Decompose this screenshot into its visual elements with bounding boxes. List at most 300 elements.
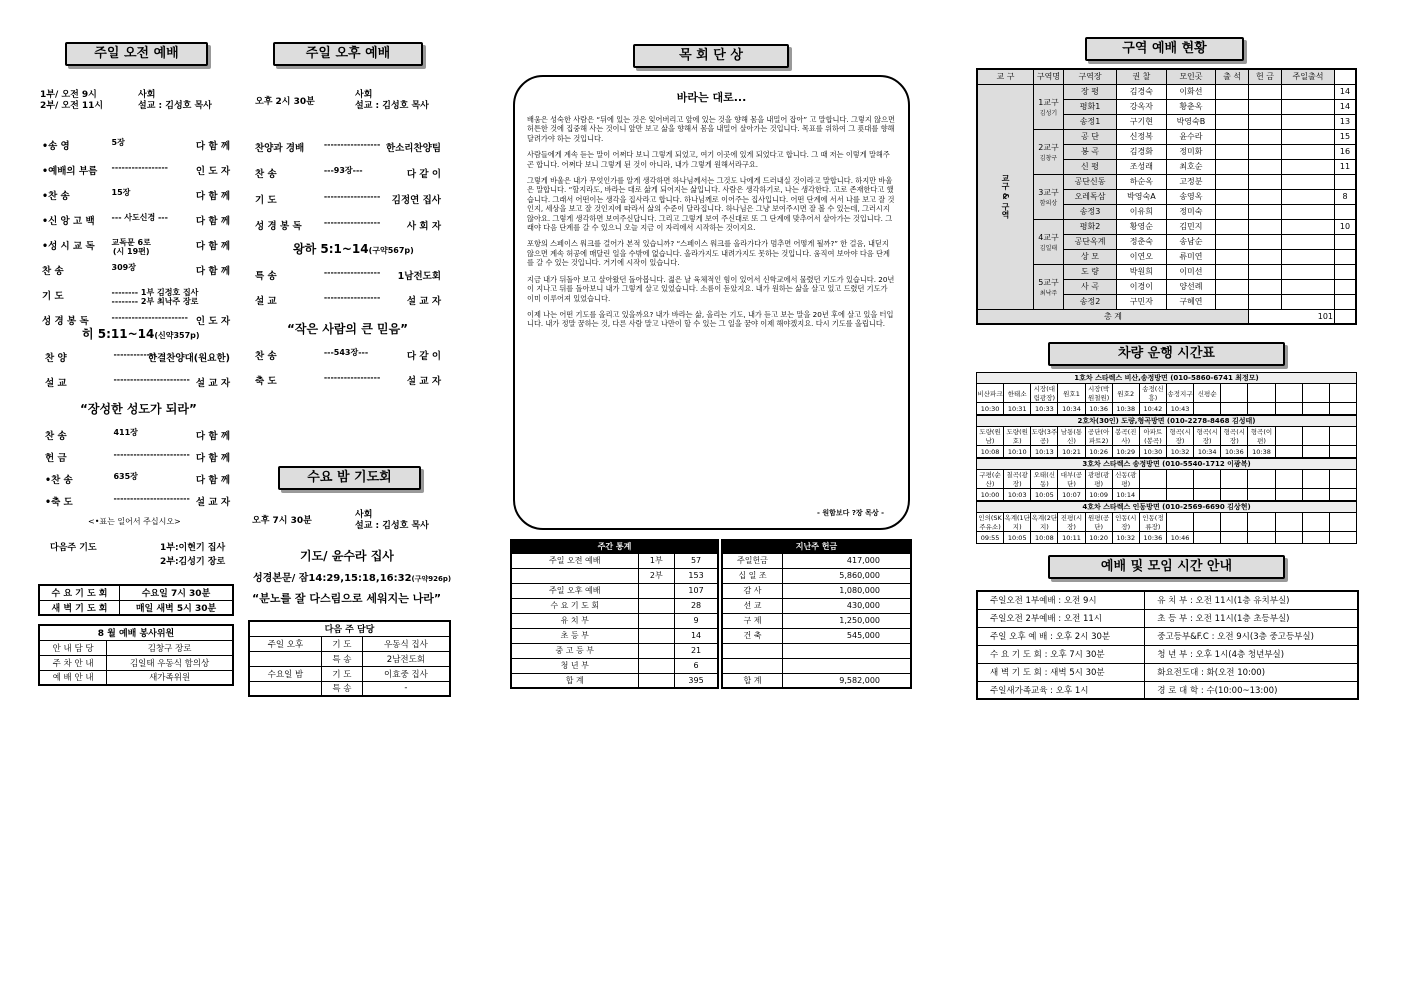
vehicle-time: 10:34	[1058, 403, 1085, 415]
order-item	[45, 450, 230, 470]
district-cell: 사 곡	[1064, 279, 1117, 294]
offering-cell: 417,000	[782, 553, 911, 568]
offering-row	[722, 628, 911, 643]
offering-cell: 9,582,000	[782, 673, 911, 688]
next-prayer-2: 2부:김성기 장로	[160, 557, 226, 567]
district-cell: 황춘옥	[1166, 99, 1216, 114]
duty-cell	[249, 681, 321, 696]
order-item-name: 설 교	[255, 296, 277, 307]
vehicle-time	[1194, 532, 1221, 544]
vehicle-stop: 시장(박원철원)	[1085, 384, 1112, 403]
district-cell: 10	[1335, 219, 1356, 234]
stats-row	[511, 583, 718, 598]
wednesday-reading-text: 성경본문/ 잠14:29,15:18,16:32	[253, 573, 412, 584]
offering-row	[722, 553, 911, 568]
vehicle-stop: 원평(공단)	[1085, 513, 1112, 532]
district-total-row	[977, 309, 1356, 324]
district-cell: 상 모	[1064, 249, 1117, 264]
next-prayer-1: 1부:이현기 집사	[160, 543, 226, 553]
district-cell	[1281, 144, 1334, 159]
vehicle-stop: 칠곡(광장)	[1004, 470, 1031, 489]
wednesday-sermon: “분노를 잘 다스림으로 세워지는 나라”	[252, 592, 442, 605]
district-cell: 공단신동	[1064, 174, 1117, 189]
stats-row	[511, 613, 718, 628]
district-cell: 장 평	[1064, 84, 1117, 99]
order-item	[255, 268, 441, 288]
vehicle-stop: 비산파크	[977, 384, 1004, 403]
wednesday-reading-ref: (구약926p)	[411, 575, 452, 583]
order-item-detail: -------------	[113, 350, 157, 359]
district-cell	[1249, 264, 1282, 279]
vehicle-time	[1302, 532, 1329, 544]
district-cell: 구기현	[1117, 114, 1167, 129]
district-header-cell: 교 구	[977, 69, 1034, 84]
offering-cell: 선 교	[722, 598, 782, 613]
order-item-name: 찬 송	[42, 266, 64, 277]
vehicle-times-row	[977, 489, 1357, 501]
vehicle-stop: 남통(통신)	[1058, 427, 1085, 446]
stats-cell: 9	[675, 613, 718, 628]
vehicle-stop	[1221, 470, 1248, 489]
district-cell: 구혜연	[1166, 294, 1216, 309]
district-cell	[1281, 294, 1334, 309]
offering-row	[722, 643, 911, 658]
vehicle-title-row	[977, 502, 1357, 513]
morning-scripture-text: 히 5:11~14	[82, 327, 155, 341]
volunteer-row	[39, 670, 233, 685]
order-item-person: 사 회 자	[406, 221, 441, 232]
guide-cell: 경 로 대 학 : 수(10:00~13:00)	[1145, 681, 1358, 699]
vehicle-time	[1275, 532, 1302, 544]
district-cell	[1216, 264, 1249, 279]
district-cell: 송정1	[1064, 114, 1117, 129]
stats-row	[511, 643, 718, 658]
vehicle-stop: 인의(SK주유소)	[978, 514, 1002, 531]
order-item	[255, 373, 441, 393]
vehicle-stop: 옥계(2단지)	[1031, 514, 1058, 531]
vehicle-stop: 원호2	[1112, 384, 1139, 403]
vehicle-header: 차량 운행 시간표	[1048, 342, 1285, 366]
guide-cell: 새 벽 기 도 회 : 새벽 5시 30분	[977, 663, 1145, 681]
vehicle-time	[1302, 446, 1329, 458]
vehicle-stop	[1329, 470, 1356, 489]
vehicle-time: 10:21	[1058, 446, 1085, 458]
offering-row	[722, 658, 911, 673]
order-item-name: •성 시 교 독	[42, 241, 95, 252]
offering-cell: 1,080,000	[782, 583, 911, 598]
vehicle-stop: 진평(시장)	[1058, 513, 1085, 532]
district-cell	[1249, 174, 1282, 189]
district-cell: 황영순	[1117, 219, 1167, 234]
district-cell	[1281, 189, 1334, 204]
stats-cell: 주일 오후 예배	[511, 583, 638, 598]
vehicle-stop	[1248, 384, 1275, 403]
offering-table	[721, 539, 912, 689]
guide-row	[977, 645, 1358, 663]
vehicle-title-row	[977, 459, 1357, 470]
prayer-cell: 새 벽 기 도 회	[39, 600, 120, 615]
next-duty-title: 다음 주 담당	[249, 621, 450, 636]
district-cell	[1281, 159, 1334, 174]
vehicle-stop: 형곡(시장)	[1194, 427, 1221, 446]
duty-row	[249, 666, 450, 681]
vehicle-time	[1329, 403, 1356, 415]
district-cell: 오레독삼	[1064, 189, 1117, 204]
wednesday-header: 수요 밤 기도회	[278, 466, 421, 490]
district-cell	[1216, 129, 1249, 144]
order-item	[45, 428, 230, 448]
next-prayer-label: 다음주 기도	[50, 543, 97, 553]
stats-cell: 107	[675, 583, 718, 598]
stats-title: 주간 통계	[511, 540, 718, 553]
order-item-name: 특 송	[255, 271, 277, 282]
vehicle-title-row	[977, 373, 1357, 384]
vehicle-time: 10:03	[1004, 489, 1031, 501]
vehicle-stop: 형곡(시장)	[1166, 427, 1193, 446]
vehicle-stop	[1194, 470, 1221, 489]
vehicle-time: 10:26	[1085, 446, 1112, 458]
order-item-detail: -----------------	[323, 373, 381, 382]
district-cell	[1216, 159, 1249, 174]
duty-cell: 수요일 밤	[249, 666, 321, 681]
vehicle-schedule	[976, 372, 1357, 544]
stats-cell: 153	[675, 568, 718, 583]
stats-cell: 주일 오전 예배	[511, 553, 638, 568]
vehicle-table	[976, 415, 1357, 458]
essay-paragraph: 포항의 스페이스 워크를 걸어가 본적 있습니까? “스페이스 워크를 올라가다가 멈추면 어떻게 될까?” 한 걸음, 내딛지 않으면 계속 허공에 매달린 일을 수밖에 없습니다. 올라가지도 내려가지도 못하는 것입니다. 움직여 보아야 다음 단계를 갈 수 있는 것입니다. 거기에 시작이 있습니다.	[527, 239, 890, 268]
vehicle-stop	[1166, 470, 1193, 489]
vehicle-stop: 송정지구	[1166, 384, 1193, 403]
order-item-name: •축 도	[45, 497, 73, 508]
volunteer-row	[39, 640, 233, 655]
prayer-row	[39, 600, 233, 615]
duty-cell: 2남전도회	[362, 651, 450, 666]
district-cell	[1249, 294, 1282, 309]
vehicle-time: 10:14	[1112, 489, 1139, 501]
district-cell	[1281, 84, 1334, 99]
guide-row	[977, 681, 1358, 699]
district-cell: 이유희	[1117, 204, 1167, 219]
order-item-detail: -----------------	[323, 192, 381, 201]
afternoon-leader: 사회 설교 : 김성호 목사	[355, 90, 429, 111]
district-cell: 평화1	[1064, 99, 1117, 114]
order-item-person: 설 교 자	[195, 497, 230, 508]
district-cell: 송정3	[1064, 204, 1117, 219]
vehicle-time: 10:05	[1004, 532, 1031, 544]
district-cell: 봉 곡	[1064, 144, 1117, 159]
district-cell	[1335, 234, 1356, 249]
district-cell	[1216, 114, 1249, 129]
district-cell	[1249, 219, 1282, 234]
stats-cell	[638, 673, 675, 688]
order-item-name: •송 영	[42, 141, 70, 152]
wednesday-time: 오후 7시 30분	[252, 516, 312, 526]
vehicle-stop	[1194, 513, 1221, 532]
essay-body	[527, 115, 896, 329]
volunteer-cell: 김창구 장로	[107, 640, 233, 655]
offering-cell: 430,000	[782, 598, 911, 613]
duty-cell: 우동식 집사	[362, 636, 450, 651]
duty-row	[249, 681, 450, 696]
vehicle-stop	[1275, 470, 1302, 489]
parish-leader: 김일태	[1039, 244, 1058, 252]
vehicle-time	[1302, 403, 1329, 415]
vehicle-stops-row	[977, 470, 1357, 489]
guide-header: 예배 및 모임 시간 안내	[1048, 555, 1285, 579]
district-cell: 윤수라	[1166, 129, 1216, 144]
vehicle-time	[1275, 446, 1302, 458]
vehicle-stop	[1221, 384, 1248, 403]
district-cell: 조성래	[1117, 159, 1167, 174]
parish-cell	[1034, 129, 1064, 174]
guide-table	[976, 590, 1359, 700]
vehicle-time	[1248, 532, 1275, 544]
district-cell	[1281, 219, 1334, 234]
district-cell: 16	[1335, 144, 1356, 159]
vehicle-time: 10:36	[1139, 532, 1166, 544]
order-item-detail: -----------------------	[113, 494, 190, 503]
wednesday-leader: 사회 설교 : 김성호 목사	[355, 510, 429, 531]
parish-cell	[1034, 264, 1064, 309]
vehicle-stop	[1139, 470, 1166, 489]
vehicle-stop	[1329, 427, 1356, 446]
stats-cell	[638, 643, 675, 658]
order-item-person: 다 같 이	[406, 351, 441, 362]
order-item-person: 다 함 께	[195, 431, 230, 442]
vehicle-time	[1194, 489, 1221, 501]
order-item	[255, 166, 441, 186]
order-item-name: •찬 송	[42, 191, 70, 202]
vehicle-stops-row	[977, 427, 1357, 446]
order-item-person: 설 교 자	[406, 376, 441, 387]
stats-row	[511, 553, 718, 568]
district-cell	[1216, 204, 1249, 219]
parish-name: 4교구	[1038, 232, 1059, 242]
order-item-detail: ---543장---	[323, 348, 369, 357]
district-cell	[1335, 204, 1356, 219]
vehicle-time: 10:36	[1221, 446, 1248, 458]
order-item-person: 다 함 께	[195, 141, 230, 152]
order-item-person: 한소리찬양팀	[385, 143, 441, 154]
district-cell	[1335, 264, 1356, 279]
parish-name: 1교구	[1038, 97, 1059, 107]
district-cell	[1249, 279, 1282, 294]
order-item-detail: -----------------	[111, 163, 168, 172]
district-cell: 양선례	[1166, 279, 1216, 294]
vehicle-stops-row	[977, 384, 1357, 403]
volunteer-row	[39, 655, 233, 670]
parish-cell	[1034, 84, 1064, 129]
vehicle-time: 10:33	[1031, 403, 1058, 415]
pastor-header: 목 회 단 상	[633, 44, 789, 68]
duty-cell: 기 도	[321, 636, 362, 651]
vehicle-time: 10:42	[1139, 403, 1166, 415]
district-header-cell: 출 석	[1216, 69, 1249, 84]
district-row	[977, 174, 1356, 189]
vehicle-stop: 옥계(1단지)	[1004, 514, 1030, 531]
vehicle-stop: 구평(순산)	[977, 470, 1004, 489]
district-cell	[1216, 279, 1249, 294]
guide-cell: 주일 오후 예 배 : 오후 2시 30분	[977, 627, 1145, 645]
vehicle-time: 09:55	[977, 532, 1004, 544]
district-cell: 박원희	[1117, 264, 1167, 279]
order-item-detail: 411장	[113, 428, 138, 437]
district-cell	[1281, 234, 1334, 249]
vehicle-time	[1248, 489, 1275, 501]
essay-paragraph: 그렇게 바울은 내가 무엇인가를 알게 생각하면 하나님께서는 그것도 나에게 드러내실 것이라고 말합니다. 하지만 바울은 말합니다. “할지라도, 바라는 대로 삶게 되어지는 삶입니다. 사람은 생각하기로, 나는 생각한다. 고로 존재한다고 했습니다. 그래서 어떤이는 생각을 집사라고 합니다. 하나님께로 이어주는 집사입니다. 어떤 단계에 서서 나를 보고 잘 것인지, 세상을 보고 잘 것인지에 따라서 삶의 수준이 달라집니다. 하나님은 그냥 보여주시면 잘 볼 수 있는데, 그러시지 않아요. 그렇게 생각하면 보여주신답니다. 그리고 그렇게 보여 주신대로 또 그 단계에 맞추어서 살아가는 것입니다. 그래야 다음 단계를 갈 수 있으니 오늘 지금 이 자리에서 시작하는 것이지요.	[527, 176, 895, 233]
vehicle-stop: 도량(원호)	[1004, 427, 1031, 446]
stats-cell: 395	[675, 673, 718, 688]
vehicle-time	[1221, 489, 1248, 501]
district-cell: 이화선	[1166, 84, 1216, 99]
vehicle-stop: 형곡(이편)	[1248, 427, 1275, 446]
district-cell	[1335, 249, 1356, 264]
guide-cell: 초 등 부 : 오전 11시(1층 초등부실)	[1145, 609, 1358, 627]
vehicle-stop: 인동(정류장)	[1139, 513, 1166, 532]
offering-cell: 5,860,000	[782, 568, 911, 583]
vehicle-time	[1139, 489, 1166, 501]
offering-cell: 주일헌금	[722, 553, 782, 568]
order-item	[255, 348, 441, 368]
vehicle-time	[1329, 446, 1356, 458]
vehicle-stop: 인동(시장)	[1112, 513, 1139, 532]
district-cell: 공단옥계	[1064, 234, 1117, 249]
guide-cell: 주일새가족교육 : 오후 1시	[977, 681, 1145, 699]
order-item	[45, 472, 230, 492]
district-cell	[1216, 249, 1249, 264]
order-item-person: 인 도 자	[195, 166, 230, 177]
offering-cell	[722, 643, 782, 658]
vehicle-stop: 원호1	[1058, 384, 1085, 403]
essay-sign: - 원함보다 ?장 목상 -	[817, 509, 884, 517]
vehicle-time	[1275, 489, 1302, 501]
vehicle-stop: 한태소	[1004, 384, 1031, 403]
order-item-detail: 5장	[111, 138, 125, 147]
guide-cell: 화요전도대 : 화(오전 10:00)	[1145, 663, 1358, 681]
district-cell: 신 평	[1064, 159, 1117, 174]
order-item-name: 찬 송	[45, 431, 67, 442]
wednesday-prayer: 기도/ 윤수라 집사	[300, 549, 394, 563]
offering-row	[722, 673, 911, 688]
vehicle-time	[1302, 489, 1329, 501]
order-item-name: 헌 금	[45, 453, 67, 464]
order-item-detail: 635장	[113, 472, 138, 481]
vehicle-time: 10:20	[1085, 532, 1112, 544]
order-item	[255, 218, 441, 238]
district-cell: 정춘숙	[1117, 234, 1167, 249]
district-header-cell: 구역명	[1034, 69, 1064, 84]
order-item	[255, 140, 441, 160]
vehicle-stop	[1248, 470, 1275, 489]
district-cell	[1249, 129, 1282, 144]
order-item	[42, 163, 230, 183]
district-cell	[1335, 279, 1356, 294]
guide-cell: 주일오전 1부예배 : 오전 9시	[977, 591, 1145, 609]
order-item	[42, 263, 230, 283]
district-cell	[1216, 189, 1249, 204]
order-item-name: 기 도	[42, 291, 64, 302]
district-cell: 송정2	[1064, 294, 1117, 309]
district-cell: 고정분	[1166, 174, 1216, 189]
order-item-name: 성 경 봉 독	[42, 316, 89, 327]
order-item-person: 다 함 께	[195, 475, 230, 486]
afternoon-scripture-ref: (구약567p)	[368, 246, 414, 255]
stats-cell: 초 등 부	[511, 628, 638, 643]
district-cell: 11	[1335, 159, 1356, 174]
order-item-person: 김정연 집사	[391, 195, 441, 206]
volunteer-cell: 주 차 안 내	[39, 655, 107, 670]
district-cell	[1216, 219, 1249, 234]
essay-paragraph: 배움은 성숙한 사람은 “뒤에 있는 것은 잊어버리고 앞에 있는 것을 향해 몸을 내밀어 잡아” 고 말합니다. 그렇지 않으면 허튼한 것에 집중해 사는 것이니 앞만 보고 삶을 향해서 몸을 내밀어 살아가는 것입니다. 목표를 위하여 그 푯대를 향해 달려가야 하는 것입니다.	[527, 115, 895, 143]
prayer-meeting-table	[38, 584, 234, 616]
offering-cell: 건 축	[722, 628, 782, 643]
district-header-cell: 권 찰	[1117, 69, 1167, 84]
vehicle-time: 10:30	[977, 403, 1004, 415]
district-cell: 정미숙	[1166, 204, 1216, 219]
vehicle-stop	[1275, 513, 1302, 532]
offering-row	[722, 598, 911, 613]
offering-cell: 감 사	[722, 583, 782, 598]
district-cell: 이미선	[1166, 264, 1216, 279]
order-item-detail: 교독문 6로 (시 19편)	[111, 238, 151, 256]
stats-cell: 6	[675, 658, 718, 673]
vehicle-time	[1166, 489, 1193, 501]
vehicle-time: 10:05	[1031, 489, 1058, 501]
duty-cell: 특 송	[321, 681, 362, 696]
offering-cell	[782, 658, 911, 673]
district-cell	[1249, 84, 1282, 99]
vehicle-stop: 오태(신동)	[1031, 470, 1058, 489]
vehicle-times-row	[977, 532, 1357, 544]
vehicle-stops-row	[977, 513, 1357, 532]
district-cell: 강옥자	[1117, 99, 1167, 114]
volunteer-cell: 새가족위원	[107, 670, 233, 685]
stats-row	[511, 628, 718, 643]
vehicle-title: 2호차(30인) 도량,형곡방면 (010-2278-8468 김성태)	[977, 416, 1357, 427]
district-side-label: 교구 & 구역	[977, 84, 1034, 309]
vehicle-table	[976, 372, 1357, 415]
parish-name: 2교구	[1038, 142, 1059, 152]
essay-paragraph: 이제 나는 어떤 기도를 올리고 있을까요? 내가 바라는 삶, 올리는 기도, 내가 듣고 보는 말을 20년 후에 살고 있을 터입니다. 내가 정말 꿈하는 것, 다른 사람 말고 나만이 할 수 있는 그 일을 꿈야 이제 해야겠지요. 다시 기도를 올립니다.	[527, 309, 894, 329]
afternoon-header: 주일 오후 예배	[273, 42, 423, 66]
stats-cell	[511, 568, 638, 583]
vehicle-stop	[1248, 513, 1275, 532]
stats-cell	[638, 628, 675, 643]
order-item-person: 1남전도회	[397, 271, 441, 282]
morning-sermon: “장성한 성도가 되라”	[80, 402, 197, 416]
vehicle-stop	[1329, 513, 1356, 532]
stats-row	[511, 568, 718, 583]
vehicle-time	[1194, 403, 1221, 415]
order-item-name: •신 앙 고 백	[42, 216, 95, 227]
stats-cell	[638, 583, 675, 598]
offering-row	[722, 613, 911, 628]
district-cell	[1216, 99, 1249, 114]
order-item-detail: -------- 1부 김정호 집사 -------- 2부 최낙주 장로	[111, 288, 199, 306]
stats-row	[511, 673, 718, 688]
district-cell	[1281, 174, 1334, 189]
district-total-label: 총 계	[977, 309, 1249, 324]
vehicle-stop	[1302, 384, 1329, 403]
order-item	[42, 288, 230, 308]
order-item-detail: -----------------------	[111, 313, 188, 322]
guide-row	[977, 627, 1358, 645]
morning-scripture-ref: (신약357p)	[154, 331, 200, 340]
duty-row	[249, 636, 450, 651]
offering-row	[722, 568, 911, 583]
parish-cell	[1034, 174, 1064, 219]
district-cell	[1281, 129, 1334, 144]
